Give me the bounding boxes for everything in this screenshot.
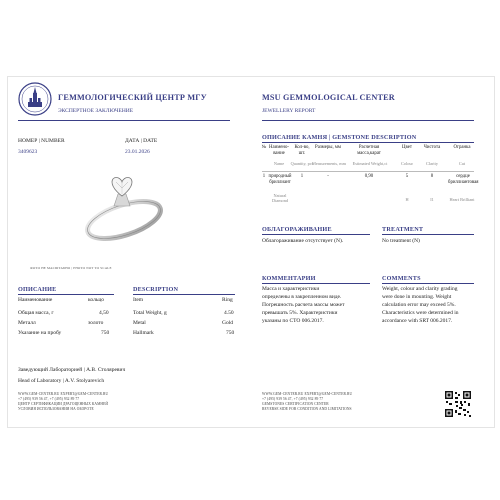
comment-line-ru: превышать 5%. Характеристики [262, 310, 338, 316]
stone-no: 1 [262, 174, 266, 179]
stone-qty: 1 [300, 174, 304, 179]
desc-label-ru-3: Указание на пробу [18, 330, 62, 336]
stone-weight: 0,90 [364, 174, 374, 179]
stone-name-en: Natural Diamond [272, 193, 288, 203]
photo-caption: ФОТО НЕ МАСШТАБНО | PHOTO NOT TO SCALE [30, 266, 112, 270]
stone-size: - [327, 174, 329, 179]
desc-value-en-1: 4.50 [224, 310, 234, 316]
footer-right-line: GEMSTONES CERTIFICATION CENTER [262, 402, 329, 406]
footer-right-line: WWW.GEM-CENTER.RU EXPERT@GEM-CENTER.RU [262, 392, 353, 396]
table-divider [262, 171, 474, 172]
desc-label-en-3: Hallmark [133, 330, 154, 336]
description-divider-ru [18, 294, 114, 295]
col-header-no: № [261, 145, 267, 150]
desc-value-en-2: Gold [222, 320, 233, 326]
col-header-size-en: Measurements, mm [312, 161, 346, 166]
col-header-color-en: Colour [401, 161, 413, 166]
desc-label-ru-1: Общая масса, г [18, 310, 54, 316]
signature-ru: Заведующий Лабораторией | А.В. Столяревич [18, 367, 126, 373]
footer-right-line: +7 (495) 939 56 47, +7 (495) 932 89 77 [262, 397, 324, 401]
treatment-divider-en [382, 234, 474, 235]
desc-value-ru-3: 750 [101, 330, 110, 336]
stone-clarity: 8 [430, 174, 434, 179]
comment-line-ru: определены в закрепленном виде. [262, 294, 342, 300]
footer-left-line: УСЛОВИЯ ИСПОЛЬЗОВАНИЯ НА ОБОРОТЕ [18, 407, 94, 411]
col-header-size: Размеры, мм [315, 145, 341, 150]
desc-value-en-0: Ring [222, 297, 233, 303]
col-header-weight: Расчетная масса,карат [357, 145, 381, 156]
desc-value-ru-0: кольцо [88, 297, 105, 303]
desc-label-en-1: Total Weight, g [133, 310, 167, 316]
comment-line-en: Weight, colour and clarity grading [382, 286, 458, 292]
stone-clarity-en: I1 [430, 197, 434, 202]
comment-line-en: Characteristics were determined in [382, 310, 459, 316]
desc-value-ru-2: золото [88, 320, 104, 326]
col-header-qty-en: Quantity, pcs [290, 161, 314, 166]
number-label: НОМЕР | NUMBER [18, 138, 65, 144]
footer-left-line: WWW.GEM-CENTER.RU EXPERT@GEM-CENTER.RU [18, 392, 109, 396]
org-title-ru: ГЕММОЛОГИЧЕСКИЙ ЦЕНТР МГУ [58, 93, 207, 102]
col-header-cut: Огранка [453, 145, 471, 150]
number-value: 3409623 [18, 149, 38, 155]
footer-right-line: REVERSE SIDE FOR CONDITION AND LIMITATIONS [262, 407, 352, 411]
org-title-en: MSU GEMMOLOGICAL CENTER [262, 93, 395, 102]
treatment-title-ru: ОБЛАГОРАЖИВАНИЕ [262, 226, 332, 233]
col-header-qty: Кол-во, шт. [294, 145, 310, 156]
treatment-divider-ru [262, 234, 370, 235]
desc-label-en-0: Item [133, 297, 144, 303]
desc-value-en-3: 750 [226, 330, 235, 336]
msu-emblem-logo [18, 82, 52, 116]
desc-label-en-2: Metal [133, 320, 146, 326]
description-divider-en [133, 294, 235, 295]
stone-name-ru: природный бриллиант [268, 174, 292, 185]
header-divider-right [262, 120, 474, 121]
stone-cut-ru: сердце бриллиантовая [448, 174, 479, 185]
comments-divider-en [382, 283, 474, 284]
signature-en: Head of Laboratory | A.V. Stolyarevich [18, 378, 105, 384]
col-header-name: Наимено-вание [269, 145, 289, 156]
col-header-color: Цвет [402, 145, 412, 150]
desc-label-ru-2: Металл [18, 320, 36, 326]
stone-color: 5 [405, 174, 409, 179]
footer-left-line: +7 (495) 939 56 47, +7 (495) 932 89 77 [18, 397, 80, 401]
treatment-text-en: No treatment (N) [382, 238, 420, 244]
stone-color-en: H [405, 197, 409, 202]
col-header-clarity: Чистота [423, 145, 441, 150]
col-header-cut-en: Cut [458, 161, 466, 166]
comment-line-ru: указаны по СТО 006.2017. [262, 318, 324, 324]
date-value: 23.01.2026 [125, 149, 150, 155]
ring-photo [80, 158, 180, 248]
description-title-ru: ОПИСАНИЕ [18, 286, 57, 293]
description-title-en: DESCRIPTION [133, 286, 179, 293]
desc-label-ru-0: Наименование [18, 297, 53, 303]
col-header-weight-en: Estimated Weight,ct [352, 161, 388, 166]
desc-value-ru-1: 4,50 [99, 310, 109, 316]
gemstone-divider [262, 142, 474, 143]
comments-title-ru: КОММЕНТАРИИ [262, 275, 316, 282]
report-title-en: JEWELLERY REPORT [262, 108, 316, 114]
treatment-text-ru: Облагораживание отсутствует (N). [262, 238, 344, 244]
qr-code [444, 390, 472, 418]
comments-title-en: COMMENTS [382, 275, 421, 282]
comment-line-en: calculation error may exceed 5%. [382, 302, 456, 308]
date-label: ДАТА | DATE [125, 138, 158, 144]
col-header-clarity-en: Clarity [426, 161, 438, 166]
comment-line-ru: Погрешность расчета массы может [262, 302, 345, 308]
col-header-name-en: Name [273, 161, 285, 166]
treatment-title-en: TREATMENT [382, 226, 424, 233]
footer-left-line: ЦЕНТР СЕРТИФИКАЦИИ ДРАГОЦЕННЫХ КАМНЕЙ [18, 402, 109, 406]
header-divider-left [18, 120, 230, 121]
report-title-ru: ЭКСПЕРТНОЕ ЗАКЛЮЧЕНИЕ [58, 108, 134, 114]
comment-line-en: were done in mounting. Weight [382, 294, 452, 300]
gemstone-title: ОПИСАНИЕ КАМНЯ | GEMSTONE DESCRIPTION [262, 134, 417, 141]
comment-line-ru: Масса и характеристики [262, 286, 320, 292]
comments-divider-ru [262, 283, 370, 284]
comment-line-en: accordance with SRT 006.2017. [382, 318, 453, 324]
report-card [7, 76, 495, 428]
stone-cut-en: Heart Brilliant [449, 197, 475, 202]
